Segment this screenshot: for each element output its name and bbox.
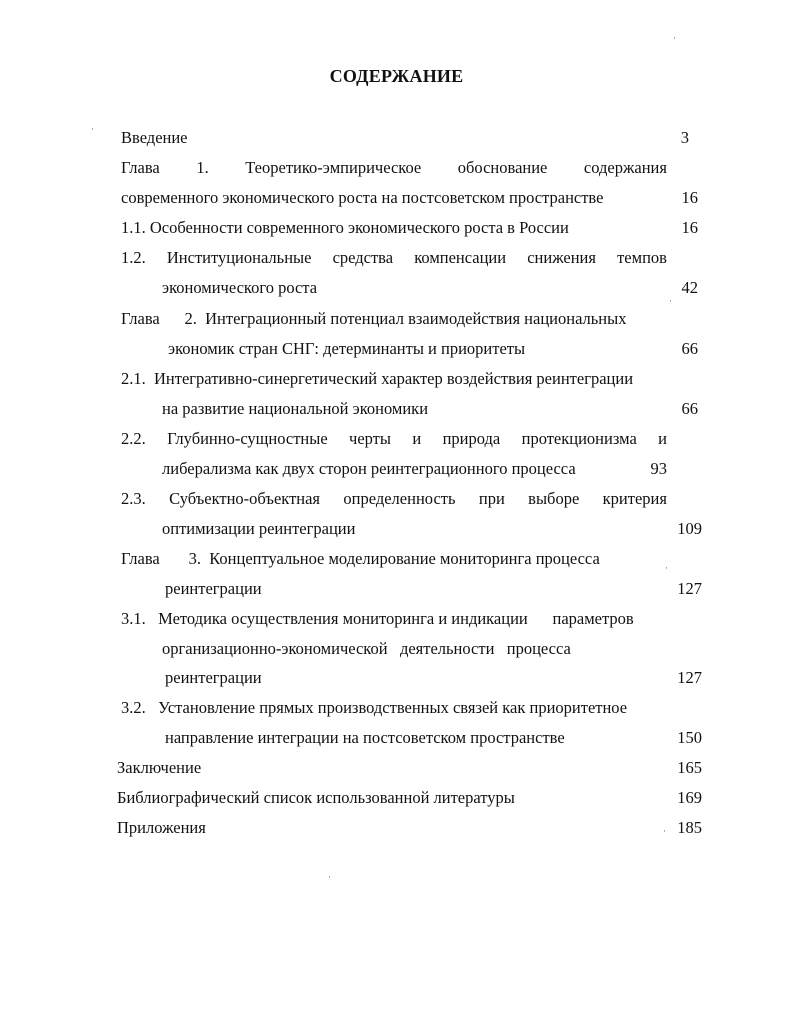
toc-intro-page: 3 (680, 128, 689, 147)
toc-s31-line3: реинтеграции (165, 668, 262, 687)
toc-word: при (478, 489, 505, 508)
toc-word: снижения (527, 248, 596, 267)
toc-s22-line1 (121, 429, 667, 449)
toc-word: содержания (583, 158, 667, 177)
toc-s32-line1: 3.2. Установление прямых производственных связей как приоритетное (121, 698, 628, 717)
toc-s32-page: 150 (677, 728, 702, 747)
toc-ch2-line1: Глава 2. Интеграционный потенциал взаимодействия национальных (121, 309, 627, 328)
toc-ch3-line2: реинтеграции (165, 579, 262, 598)
toc-word: темпов (617, 248, 667, 267)
toc-word: Институциональные (166, 248, 312, 267)
toc-s32-line2: направление интеграции на постсоветском пространстве (165, 728, 565, 747)
toc-s31-line1: 3.1. Методика осуществления мониторинга и индикации параметров (121, 609, 634, 628)
toc-word: и (412, 429, 422, 448)
toc-intro-label: Введение (121, 128, 188, 147)
toc-appendices-label: Приложения (117, 818, 206, 837)
toc-word: выборе (528, 489, 580, 508)
toc-conclusion-page: 165 (677, 758, 702, 777)
toc-word: Теоретико-эмпирическое (245, 158, 422, 177)
toc-appendices-page: 185 (677, 818, 702, 837)
toc-s21-line1: 2.1. Интегративно-синергетический характер воздействия реинтеграции (121, 369, 634, 388)
toc-word: 2.2. (121, 429, 146, 448)
toc-ch3-line1: Глава 3. Концептуальное моделирование мониторинга процесса (121, 549, 600, 568)
toc-ch2-page: 66 (681, 339, 698, 358)
toc-word: 1.2. (121, 248, 146, 267)
toc-s23-line2: оптимизации реинтеграции (162, 519, 356, 538)
toc-s31-page: 127 (677, 668, 702, 687)
toc-s12-line2: экономического роста (162, 278, 318, 297)
toc-s11-label: 1.1. Особенности современного экономического роста в России (121, 218, 569, 237)
toc-word: и (658, 429, 667, 448)
toc-title: СОДЕРЖАНИЕ (329, 66, 464, 86)
toc-word: протекционизма (521, 429, 637, 448)
toc-s22-line2: либерализма как двух сторон реинтеграционного процесса (162, 459, 576, 478)
toc-word: 2.3. (121, 489, 146, 508)
scan-speck: · (665, 563, 668, 573)
toc-word: критерия (602, 489, 667, 508)
scan-speck: · (673, 33, 676, 43)
toc-s12-page: 42 (681, 278, 698, 297)
toc-word: черты (349, 429, 391, 448)
toc-ch1-line2: современного экономического роста на постсоветском пространстве (121, 188, 604, 207)
scan-speck: · (328, 872, 331, 882)
toc-s21-line2: на развитие национальной экономики (162, 399, 429, 418)
toc-word: обоснование (457, 158, 548, 177)
toc-ch2-line2: экономик стран СНГ: детерминанты и приоритеты (168, 339, 526, 358)
toc-word: компенсации (414, 248, 507, 267)
toc-s12-line1 (121, 248, 667, 268)
toc-word: определенность (343, 489, 456, 508)
toc-conclusion-label: Заключение (117, 758, 202, 777)
toc-ch1-line1 (121, 158, 667, 178)
toc-s23-line1 (121, 489, 667, 509)
toc-s31-line2: организационно-экономической деятельности процесса (162, 639, 571, 658)
scan-speck: · (91, 124, 94, 134)
toc-word: Глубинно-сущностные (167, 429, 328, 448)
toc-word: Глава (121, 158, 160, 177)
toc-word: 1. (196, 158, 209, 177)
toc-s22-page: 93 (650, 459, 667, 478)
toc-ch3-page: 127 (677, 579, 702, 598)
toc-word: средства (332, 248, 394, 267)
toc-bibliography-page: 169 (677, 788, 702, 807)
toc-s21-page: 66 (681, 399, 698, 418)
toc-word: природа (442, 429, 501, 448)
toc-s11-page: 16 (681, 218, 698, 237)
toc-ch1-page: 16 (681, 188, 698, 207)
toc-s23-page: 109 (677, 519, 702, 538)
toc-bibliography-label: Библиографический список использованной литературы (117, 788, 515, 807)
toc-word: Субъектно-объектная (169, 489, 321, 508)
scan-speck: · (663, 826, 666, 836)
scan-speck: · (669, 296, 672, 306)
